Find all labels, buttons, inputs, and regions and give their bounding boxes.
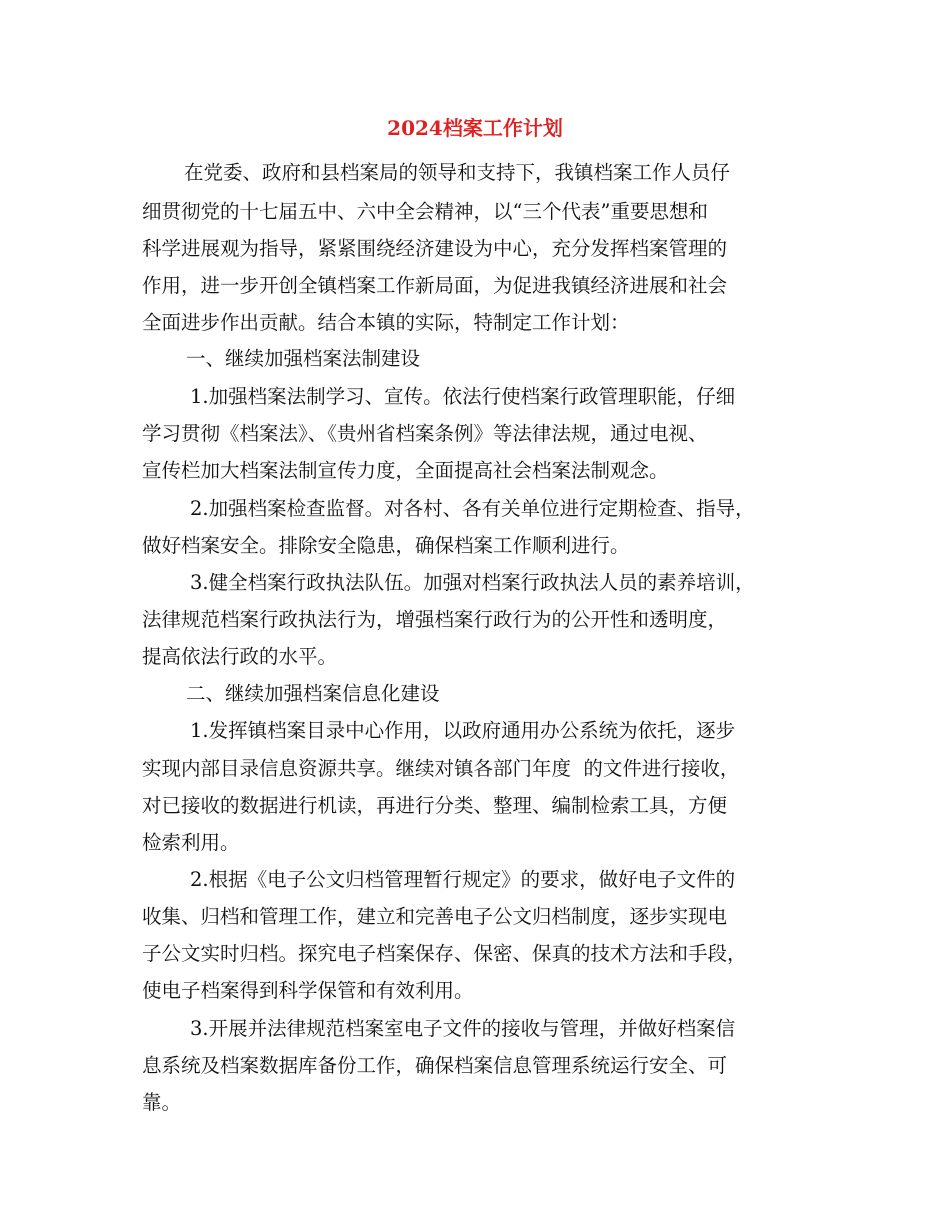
paragraph-line: 宣传栏加大档案法制宣传力度，全面提高社会档案法制观念。 <box>142 459 669 482</box>
paragraph-line: 实现内部目录信息资源共享。继续对镇各部门年度 的文件进行接收， <box>142 757 740 780</box>
paragraph-line: 提高依法行政的水平。 <box>142 645 338 668</box>
paragraph-line: 收集、归档和管理工作，建立和完善电子公文归档制度，逐步实现电 <box>142 905 728 928</box>
paragraph-line: 1.加强档案法制学习、宣传。依法行使档案行政管理职能，仔细 <box>190 385 736 408</box>
paragraph-line: 使电子档案得到科学保管和有效利用。 <box>142 979 474 1002</box>
paragraph-line: 检索利用。 <box>142 831 240 854</box>
paragraph-line: 2.根据《电子公文归档管理暂行规定》的要求，做好电子文件的 <box>190 868 736 891</box>
paragraph-line: 息系统及档案数据库备份工作，确保档案信息管理系统运行安全、可 <box>142 1054 728 1077</box>
paragraph-line: 全面进步作出贡献。结合本镇的实际，特制定工作计划： <box>142 311 630 334</box>
paragraph-line: 细贯彻党的十七届五中、六中全会精神，以“三个代表”重要思想和 <box>142 200 708 223</box>
paragraph-line: 靠。 <box>142 1091 182 1114</box>
document-title: 2024档案工作计划 <box>387 116 563 140</box>
paragraph-line: 2.加强档案检查监督。对各村、各有关单位进行定期检查、指导， <box>190 497 755 520</box>
paragraph-line: 学习贯彻《档案法》、《贵州省档案条例》等法律法规，通过电视、 <box>142 422 708 445</box>
paragraph-line: 做好档案安全。排除安全隐患，确保档案工作顺利进行。 <box>142 534 630 557</box>
paragraph-line: 在党委、政府和县档案局的领导和支持下，我镇档案工作人员仔 <box>184 161 731 184</box>
section-heading: 二、继续加强档案信息化建设 <box>186 682 440 705</box>
paragraph-line: 3.健全档案行政执法队伍。加强对档案行政执法人员的素养培训， <box>190 571 755 594</box>
paragraph-line: 法律规范档案行政执法行为，增强档案行政行为的公开性和透明度， <box>142 608 728 631</box>
paragraph-line: 对已接收的数据进行机读，再进行分类、整理、编制检索工具，方便 <box>142 794 728 817</box>
paragraph-line: 3.开展并法律规范档案室电子文件的接收与管理，并做好档案信 <box>190 1017 736 1040</box>
section-heading: 一、继续加强档案法制建设 <box>186 347 421 370</box>
paragraph-line: 子公文实时归档。探究电子档案保存、保密、保真的技术方法和手段， <box>142 942 747 965</box>
paragraph-line: 作用，进一步开创全镇档案工作新局面，为促进我镇经济进展和社会 <box>142 274 728 297</box>
paragraph-line: 1.发挥镇档案目录中心作用，以政府通用办公系统为依托，逐步 <box>190 719 736 742</box>
paragraph-line: 科学进展观为指导，紧紧围绕经济建设为中心，充分发挥档案管理的 <box>142 237 728 260</box>
